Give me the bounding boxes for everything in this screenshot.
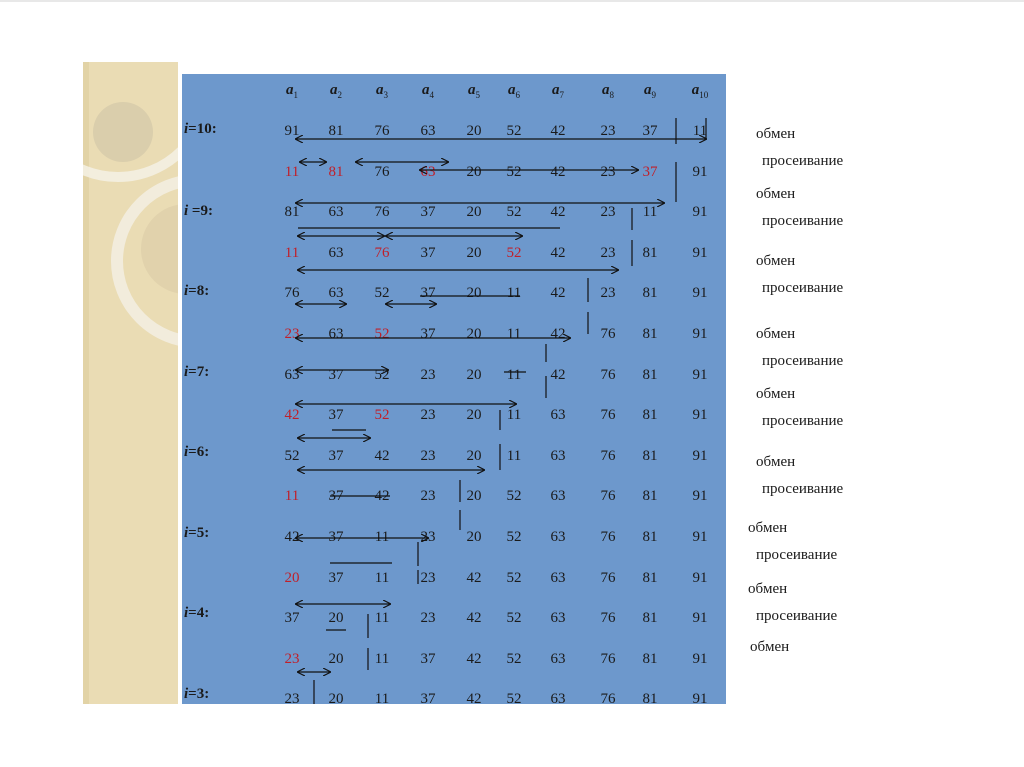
array-cell: 52 <box>506 650 522 667</box>
iteration-value: =8: <box>188 283 210 299</box>
iteration-value: =5: <box>188 525 210 541</box>
array-cell: 37 <box>420 650 436 667</box>
array-cell: 20 <box>466 204 482 221</box>
array-cell: 37 <box>642 163 658 180</box>
array-cell: 23 <box>284 691 300 708</box>
array-cell: 23 <box>420 529 436 545</box>
array-cell: 20 <box>466 123 482 139</box>
array-cell: 81 <box>642 650 658 667</box>
iteration-variable: i <box>184 364 189 380</box>
column-header-index: 3 <box>383 90 388 100</box>
array-cell: 23 <box>600 244 616 261</box>
array-cell: 52 <box>374 366 390 383</box>
array-cell: 52 <box>506 569 522 586</box>
column-header-index: 8 <box>609 90 614 100</box>
array-cell: 23 <box>420 366 436 383</box>
iteration-variable: i <box>184 121 189 137</box>
array-cell: 91 <box>692 244 708 261</box>
array-cell: 42 <box>550 326 566 342</box>
column-header-letter: a <box>508 82 516 98</box>
array-cell: 76 <box>600 569 616 586</box>
column-header-letter: a <box>602 82 610 98</box>
array-cell: 76 <box>284 285 300 302</box>
array-cell: 91 <box>692 691 708 708</box>
array-cell: 81 <box>642 326 658 342</box>
array-cell: 11 <box>374 650 390 667</box>
array-cell: 42 <box>466 691 482 708</box>
array-cell: 11 <box>506 407 522 424</box>
column-header-index: 1 <box>293 90 298 100</box>
array-cell: 52 <box>374 326 390 342</box>
array-cell: 91 <box>692 407 708 424</box>
array-cell: 11 <box>284 488 300 505</box>
array-cell: 42 <box>550 123 566 139</box>
array-cell: 91 <box>692 447 708 464</box>
array-cell: 11 <box>506 326 522 342</box>
column-header-letter: a <box>552 82 560 98</box>
array-cell: 20 <box>328 610 344 627</box>
array-cell: 81 <box>642 285 658 302</box>
array-cell: 37 <box>420 691 436 708</box>
array-cell: 37 <box>328 488 344 505</box>
array-cell: 91 <box>692 326 708 342</box>
array-cell: 52 <box>506 244 522 261</box>
array-cell: 91 <box>692 366 708 383</box>
note-sift: просеивание <box>762 413 844 429</box>
array-cell: 42 <box>374 447 390 464</box>
array-cell: 42 <box>550 163 566 180</box>
array-cell: 37 <box>328 366 344 383</box>
array-cell: 81 <box>642 691 658 708</box>
array-cell: 76 <box>374 204 390 221</box>
array-cell: 42 <box>550 366 566 383</box>
iteration-value: =3: <box>188 686 210 702</box>
iteration-variable: i <box>184 525 189 541</box>
column-header-letter: a <box>422 82 430 98</box>
note-exchange: обмен <box>756 253 796 269</box>
array-cell: 11 <box>506 366 522 383</box>
array-cell: 20 <box>284 569 300 586</box>
array-cell: 42 <box>284 407 300 424</box>
array-cell: 76 <box>600 366 616 383</box>
array-cell: 20 <box>466 488 482 505</box>
array-cell: 11 <box>506 285 522 302</box>
array-cell: 42 <box>466 650 482 667</box>
note-sift: просеивание <box>762 153 844 169</box>
array-cell: 81 <box>284 204 300 221</box>
array-cell: 52 <box>506 691 522 708</box>
iteration-value: =10: <box>188 121 217 137</box>
array-cell: 63 <box>284 366 300 383</box>
array-cell: 52 <box>374 285 390 302</box>
iteration-value: =4: <box>188 605 210 621</box>
array-cell: 91 <box>692 569 708 586</box>
array-cell: 37 <box>284 610 300 627</box>
array-cell: 42 <box>466 569 482 586</box>
array-cell: 76 <box>600 691 616 708</box>
array-cell: 63 <box>550 488 566 505</box>
array-cell: 11 <box>374 610 390 627</box>
array-cell: 52 <box>506 529 522 545</box>
array-cell: 63 <box>420 163 436 180</box>
note-sift: просеивание <box>762 280 844 296</box>
array-cell: 91 <box>692 529 708 545</box>
array-cell: 23 <box>420 610 436 627</box>
array-cell: 11 <box>284 244 300 261</box>
array-cell: 11 <box>284 163 300 180</box>
array-cell: 81 <box>642 407 658 424</box>
array-cell: 11 <box>374 569 390 586</box>
note-exchange: обмен <box>756 326 796 342</box>
column-header-letter: a <box>691 82 700 98</box>
array-cell: 52 <box>506 123 522 139</box>
array-cell: 42 <box>550 244 566 261</box>
array-cell: 42 <box>550 204 566 221</box>
column-header-letter: a <box>376 82 384 98</box>
array-cell: 20 <box>466 366 482 383</box>
array-cell: 20 <box>466 326 482 342</box>
array-cell: 11 <box>374 691 390 708</box>
array-cell: 91 <box>284 123 300 139</box>
column-header-letter: a <box>468 82 476 98</box>
array-cell: 81 <box>328 163 344 180</box>
array-cell: 11 <box>692 123 708 139</box>
array-cell: 23 <box>600 123 616 139</box>
array-cell: 63 <box>328 244 344 261</box>
note-exchange: обмен <box>756 186 796 202</box>
column-header-index: 4 <box>429 90 434 100</box>
array-cell: 76 <box>600 447 616 464</box>
array-cell: 76 <box>374 244 390 261</box>
array-cell: 63 <box>550 447 566 464</box>
array-cell: 11 <box>374 529 390 545</box>
array-cell: 63 <box>550 691 566 708</box>
array-cell: 52 <box>506 204 522 221</box>
array-cell: 42 <box>374 488 390 505</box>
column-header-letter: a <box>286 82 294 98</box>
array-cell: 76 <box>600 650 616 667</box>
array-cell: 37 <box>642 123 658 139</box>
array-cell: 63 <box>550 610 566 627</box>
note-sift: просеивание <box>762 213 844 229</box>
array-cell: 20 <box>328 650 344 667</box>
array-cell: 23 <box>420 447 436 464</box>
array-cell: 81 <box>642 488 658 505</box>
column-header-index: 5 <box>475 90 480 100</box>
array-cell: 91 <box>692 163 708 180</box>
array-cell: 63 <box>550 650 566 667</box>
iteration-variable: i <box>184 283 189 299</box>
iteration-value: =9: <box>188 203 213 219</box>
array-cell: 81 <box>642 569 658 586</box>
array-cell: 81 <box>642 610 658 627</box>
array-cell: 23 <box>600 163 616 180</box>
array-cell: 11 <box>506 447 522 464</box>
array-cell: 23 <box>284 326 300 342</box>
array-cell: 81 <box>642 244 658 261</box>
array-cell: 52 <box>506 610 522 627</box>
array-cell: 91 <box>692 650 708 667</box>
iteration-value: =6: <box>188 444 210 460</box>
array-cell: 63 <box>328 204 344 221</box>
column-header-letter: a <box>330 82 338 98</box>
array-cell: 63 <box>328 285 344 302</box>
array-cell: 76 <box>374 163 390 180</box>
array-cell: 23 <box>420 488 436 505</box>
array-cell: 63 <box>550 407 566 424</box>
iteration-variable: i <box>184 686 189 702</box>
array-cell: 20 <box>466 447 482 464</box>
array-cell: 42 <box>550 285 566 302</box>
note-exchange: обмен <box>756 454 796 470</box>
array-cell: 63 <box>420 123 436 139</box>
note-sift: просеивание <box>762 481 844 497</box>
array-cell: 76 <box>600 407 616 424</box>
array-cell: 37 <box>328 447 344 464</box>
array-cell: 63 <box>328 326 344 342</box>
array-cell: 11 <box>642 204 658 221</box>
note-exchange: обмен <box>756 386 796 402</box>
note-sift: просеивание <box>756 547 838 563</box>
array-cell: 81 <box>642 529 658 545</box>
iteration-value: =7: <box>188 364 210 380</box>
array-cell: 52 <box>374 407 390 424</box>
column-header-index: 2 <box>337 90 342 100</box>
array-cell: 76 <box>600 488 616 505</box>
array-cell: 52 <box>506 163 522 180</box>
array-cell: 52 <box>506 488 522 505</box>
column-header-index: 10 <box>699 90 709 100</box>
array-cell: 91 <box>692 285 708 302</box>
array-cell: 37 <box>420 244 436 261</box>
array-cell: 76 <box>600 326 616 342</box>
column-header-index: 7 <box>559 90 564 100</box>
array-cell: 37 <box>328 529 344 545</box>
array-cell: 20 <box>466 407 482 424</box>
column-header-letter: a <box>644 82 652 98</box>
array-cell: 23 <box>420 569 436 586</box>
note-exchange: обмен <box>748 520 788 536</box>
note-sift: просеивание <box>756 608 838 624</box>
array-cell: 20 <box>466 285 482 302</box>
array-cell: 23 <box>420 407 436 424</box>
note-exchange: обмен <box>750 639 790 655</box>
array-cell: 23 <box>600 204 616 221</box>
array-cell: 42 <box>466 610 482 627</box>
array-cell: 91 <box>692 204 708 221</box>
array-cell: 76 <box>600 529 616 545</box>
array-cell: 81 <box>642 447 658 464</box>
array-cell: 76 <box>600 610 616 627</box>
iteration-variable: i <box>184 203 189 219</box>
array-cell: 91 <box>692 610 708 627</box>
array-cell: 23 <box>600 285 616 302</box>
array-cell: 20 <box>466 163 482 180</box>
array-cell: 37 <box>420 285 436 302</box>
note-sift: просеивание <box>762 353 844 369</box>
array-cell: 76 <box>374 123 390 139</box>
array-cell: 52 <box>284 447 300 464</box>
array-cell: 63 <box>550 569 566 586</box>
iteration-variable: i <box>184 605 189 621</box>
array-cell: 37 <box>420 204 436 221</box>
array-cell: 20 <box>466 529 482 545</box>
note-exchange: обмен <box>756 126 796 142</box>
array-cell: 20 <box>328 691 344 708</box>
array-cell: 23 <box>284 650 300 667</box>
iteration-variable: i <box>184 444 189 460</box>
array-cell: 37 <box>328 569 344 586</box>
array-cell: 91 <box>692 488 708 505</box>
array-cell: 20 <box>466 244 482 261</box>
column-header-index: 6 <box>515 90 520 100</box>
array-cell: 42 <box>284 529 300 545</box>
array-cell: 63 <box>550 529 566 545</box>
note-exchange: обмен <box>748 581 788 597</box>
array-cell: 37 <box>420 326 436 342</box>
array-cell: 81 <box>328 123 344 139</box>
array-cell: 81 <box>642 366 658 383</box>
array-cell: 37 <box>328 407 344 424</box>
column-header-index: 9 <box>651 90 656 100</box>
